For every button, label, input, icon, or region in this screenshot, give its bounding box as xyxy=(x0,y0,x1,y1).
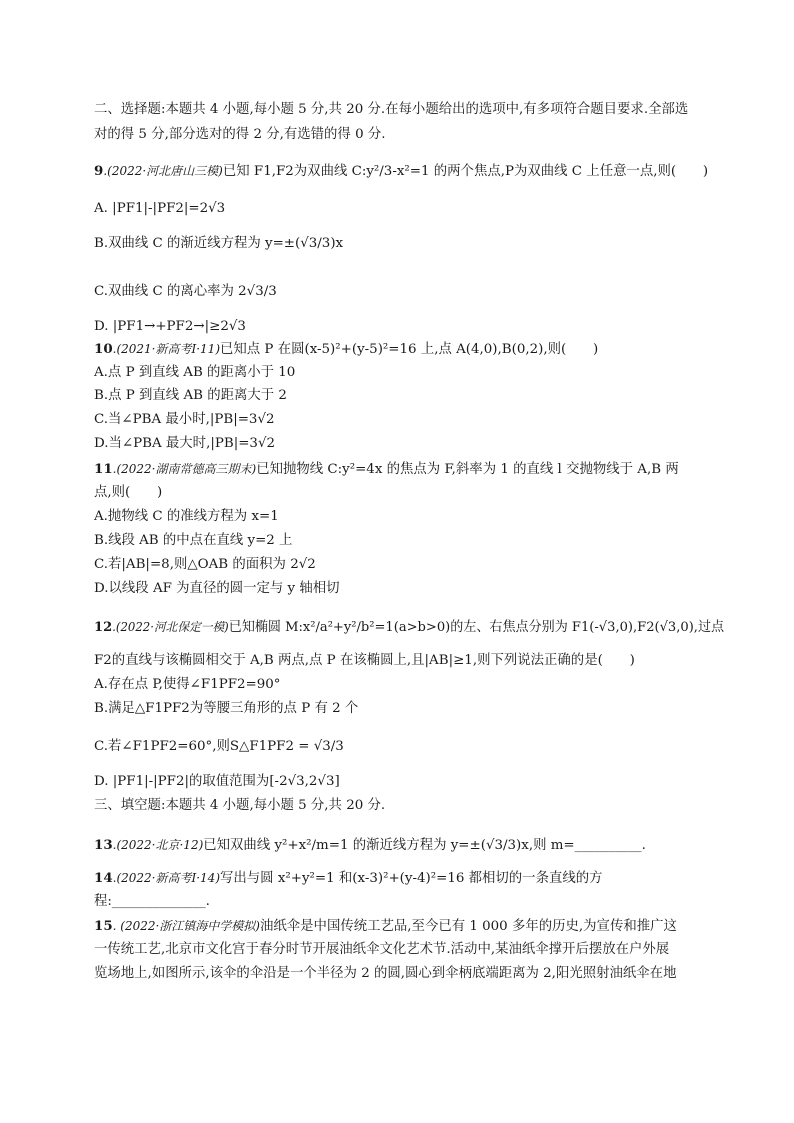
question-text: 已知点 P 在圆(x-5)²+(y-5)²=16 上,点 A(4,0),B(0,2),则( ) xyxy=(220,342,599,357)
question-12-stem-cont: F2的直线与该椭圆相交于 A,B 两点,点 P 在该椭圆上,且|AB|≥1,则下列说法正确的是( ) xyxy=(94,653,635,668)
question-12-option-b: B.满足△F1PF2为等腰三角形的点 P 有 2 个 xyxy=(94,701,359,716)
question-11-option-c: C.若|AB|=8,则△OAB 的面积为 2√2 xyxy=(94,557,316,572)
question-11-stem xyxy=(94,460,679,479)
question-source: .(2022·新高考Ⅰ·14) xyxy=(112,871,220,885)
question-15-stem-cont-1: 一传统工艺,北京市文化宫于春分时节开展油纸伞文化艺术节.活动中,某油纸伞撑开后摆放在户外展 xyxy=(94,942,670,957)
question-9-option-b: B.双曲线 C 的渐近线方程为 y=±(√3/3)x xyxy=(94,236,344,251)
question-11-option-d: D.以线段 AF 为直径的圆一定与 y 轴相切 xyxy=(94,581,340,596)
question-number: 15 xyxy=(94,918,113,934)
section-3-heading: 三、填空题:本题共 4 小题,每小题 5 分,共 20 分. xyxy=(94,798,386,813)
question-9-option-d: D. |PF1→+PF2→|≥2√3 xyxy=(94,319,246,334)
question-text: 已知椭圆 M:x²/a²+y²/b²=1(a>b>0)的左、右焦点分别为 F1(-√3,0),F2(√3,0),过点 xyxy=(228,620,725,635)
question-9-stem xyxy=(94,162,708,181)
question-14-stem xyxy=(94,869,603,888)
question-10-option-a: A.点 P 到直线 AB 的距离小于 10 xyxy=(94,365,296,380)
question-text: 已知 F1,F2为双曲线 C:y²/3-x²=1 的两个焦点,P为双曲线 C 上任意一点,则( ) xyxy=(222,164,709,179)
question-13-stem xyxy=(94,836,646,855)
question-12-option-d: D. |PF1|-|PF2|的取值范围为[-2√3,2√3] xyxy=(94,774,340,789)
question-text: 已知双曲线 y²+x²/m=1 的渐近线方程为 y=±(√3/3)x,则 m=__________. xyxy=(203,838,646,853)
section-2-heading-cont: 对的得 5 分,部分选对的得 2 分,有选错的得 0 分. xyxy=(94,127,386,142)
question-number: 14 xyxy=(94,870,113,886)
question-11-option-b: B.线段 AB 的中点在直线 y=2 上 xyxy=(94,533,293,548)
question-10-option-c: C.当∠PBA 最小时,|PB|=3√2 xyxy=(94,412,275,427)
question-source: .(2022·湖南常德高三期末) xyxy=(112,462,257,476)
question-11-stem-cont: 点,则( ) xyxy=(94,485,163,500)
question-11-option-a: A.抛物线 C 的准线方程为 x=1 xyxy=(94,509,279,524)
question-9-option-a: A. |PF1|-|PF2|=2√3 xyxy=(94,201,226,216)
question-12-stem xyxy=(94,618,724,637)
question-source: .(2021·新高考Ⅰ·11) xyxy=(112,342,220,356)
question-15-stem xyxy=(94,917,677,936)
question-source: .(2022·河北唐山三模) xyxy=(103,164,223,178)
question-15-stem-cont-2: 览场地上,如图所示,该伞的伞沿是一个半径为 2 的圆,圆心到伞柄底端距离为 2,阳光照射油纸伞在地 xyxy=(94,966,677,981)
question-number: 13 xyxy=(94,837,113,853)
question-10-option-d: D.当∠PBA 最大时,|PB|=3√2 xyxy=(94,436,275,451)
question-text: 油纸伞是中国传统工艺品,至今已有 1 000 多年的历史,为宣传和推广这 xyxy=(260,919,677,934)
question-12-option-a: A.存在点 P,使得∠F1PF2=90° xyxy=(94,677,281,692)
question-number: 11 xyxy=(94,461,113,477)
question-9-option-c: C.双曲线 C 的离心率为 2√3/3 xyxy=(94,284,277,299)
question-text: 已知抛物线 C:y²=4x 的焦点为 F,斜率为 1 的直线 l 交抛物线于 A,B 两 xyxy=(256,462,679,477)
question-number: 10 xyxy=(94,341,113,357)
question-12-option-c: C.若∠F1PF2=60°,则S△F1PF2 = √3/3 xyxy=(94,739,344,754)
question-number: 12 xyxy=(94,619,113,635)
question-source: .(2022·河北保定一模) xyxy=(112,620,229,634)
section-2-heading: 二、选择题:本题共 4 小题,每小题 5 分,共 20 分.在每小题给出的选项中,有多项符合题目要求.全部选 xyxy=(94,102,689,117)
question-source: .(2022·北京·12) xyxy=(112,838,204,852)
question-source: . (2022·浙江镇海中学模拟) xyxy=(112,919,260,933)
question-10-option-b: B.点 P 到直线 AB 的距离大于 2 xyxy=(94,388,287,403)
question-number: 9 xyxy=(94,163,104,179)
question-text: 写出与圆 x²+y²=1 和(x-3)²+(y-4)²=16 都相切的一条直线的方 xyxy=(220,871,603,886)
question-10-stem xyxy=(94,340,598,359)
question-14-stem-cont: 程:______________. xyxy=(94,894,210,909)
